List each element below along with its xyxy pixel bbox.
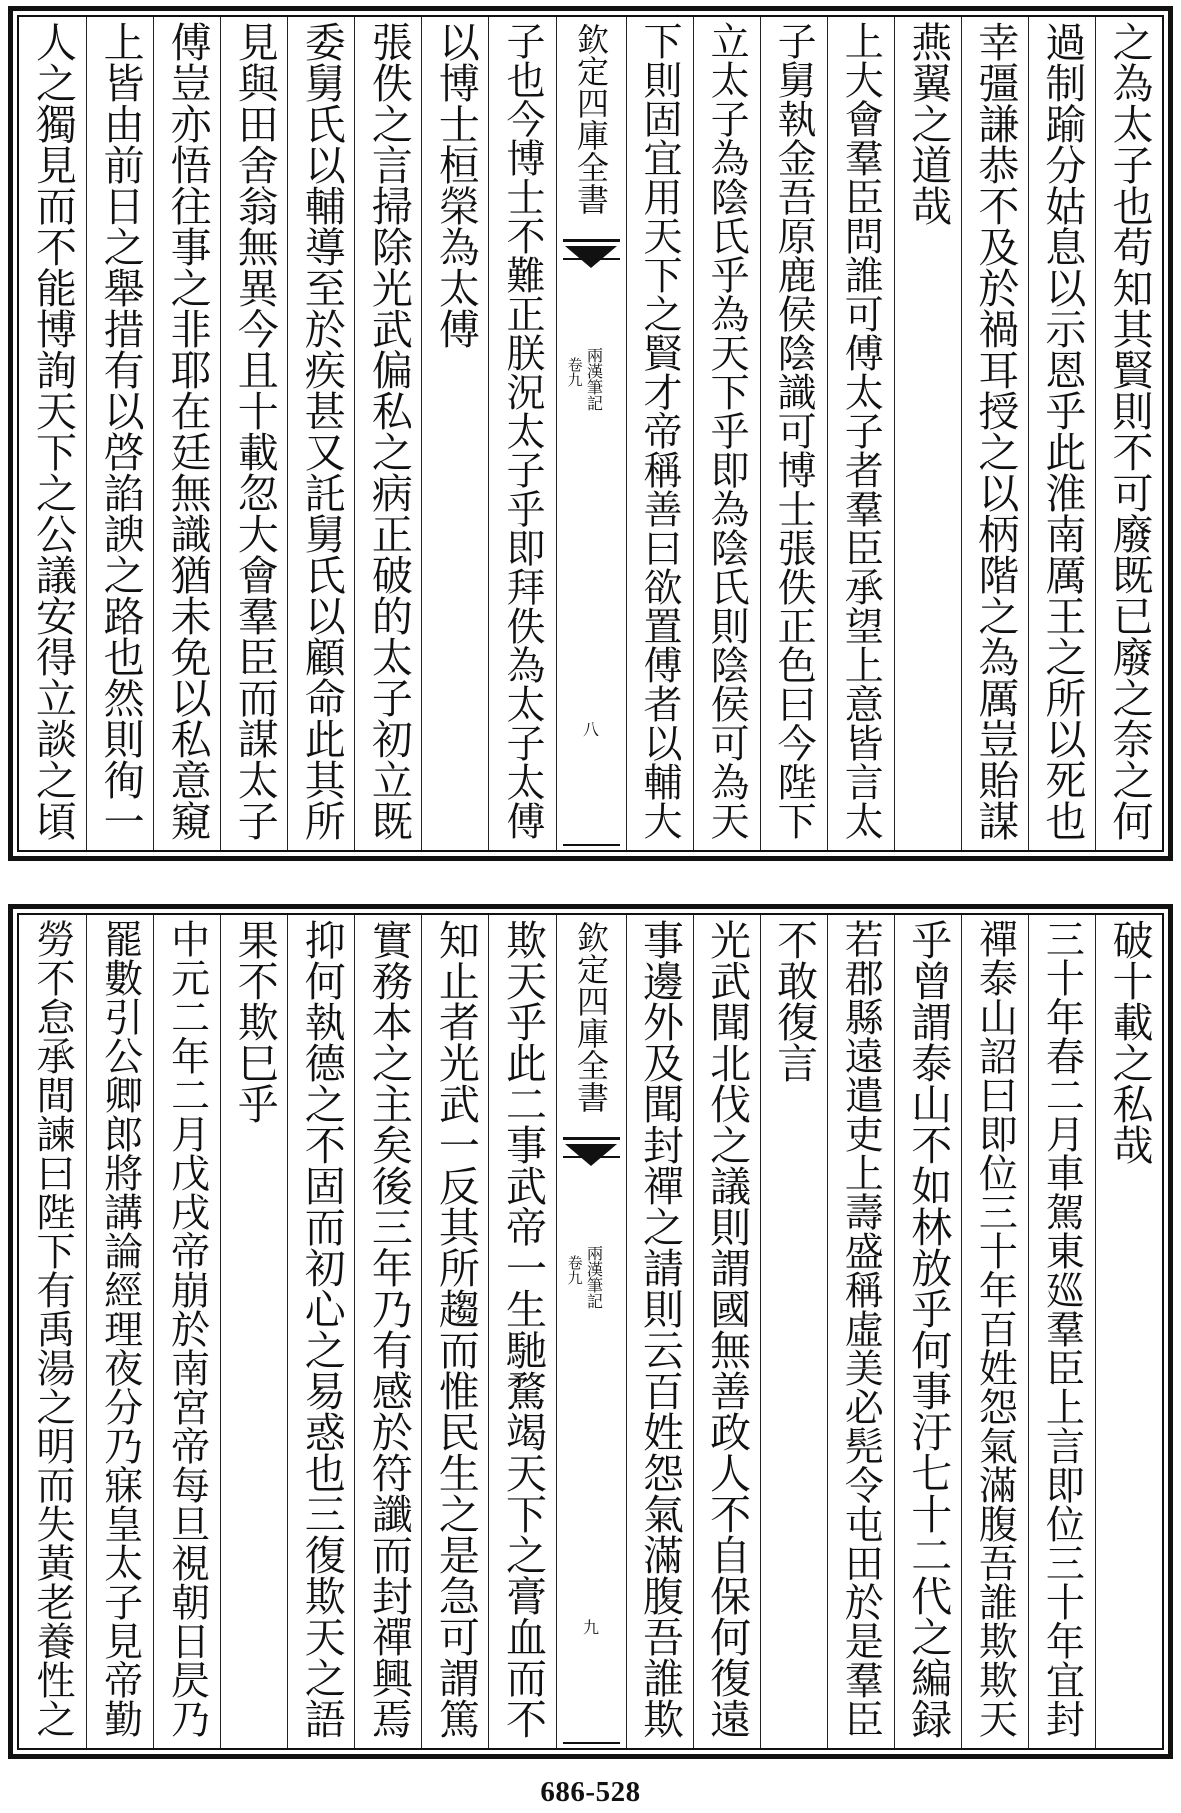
text-column — [961, 17, 1028, 850]
bottom-page — [8, 904, 1173, 1759]
text-column — [894, 915, 961, 1748]
fishtail-mark — [563, 239, 620, 310]
text-column — [19, 915, 86, 1748]
column-text: 禪泰山詔曰即位三十年百姓怨氣滿腹吾誰欺欺天 — [972, 919, 1018, 1738]
column-text: 人之獨見而不能博詢天下之公議安得立談之頃 — [29, 21, 78, 841]
column-text: 張佚之言掃除光武偏私之病正破的太子初立既 — [364, 21, 413, 841]
top-page — [8, 6, 1173, 861]
text-column — [354, 17, 421, 850]
column-text: 抑何執德之不固而初心之易惑也三復欺天之語 — [297, 919, 346, 1739]
column-text: 中元二年二月戊戌帝崩於南宮帝每旦視朝日昃乃 — [164, 919, 210, 1738]
volume-label: 卷九 — [565, 357, 584, 387]
center-title: 欽定四庫全書 — [572, 921, 610, 1113]
column-text: 過制踰分姑息以示恩乎此淮南厲王之所以死也 — [1038, 21, 1087, 841]
column-text: 幸彊謙恭不及於禍耳授之以柄階之為厲豈貽謀 — [971, 21, 1020, 841]
column-text: 若郡縣遠遣吏上壽盛稱虛美必髡令屯田於是羣臣 — [838, 919, 884, 1738]
column-text: 光武聞北伐之議則謂國無善政人不自保何復遠 — [703, 919, 752, 1739]
column-area — [19, 17, 1162, 850]
text-column — [153, 17, 220, 850]
column-text: 子也今博士不難正朕況太子乎即拜佚為太子太傅 — [499, 21, 545, 840]
fishtail-mark — [563, 1137, 620, 1208]
column-text: 上大會羣臣問誰可傅太子者羣臣承望上意皆言太 — [838, 21, 884, 840]
text-column — [1028, 915, 1095, 1748]
folio-number: 九 — [582, 1618, 600, 1637]
column-text: 見與田舍翁無異今且十載忽大會羣臣而謀太子 — [230, 21, 279, 841]
text-column — [153, 915, 220, 1748]
text-column — [626, 17, 693, 850]
column-text: 勞不怠承間諫曰陛下有禹湯之明而失黃老養性之 — [30, 919, 76, 1738]
column-text: 實務本之主矣後三年乃有感於符讖而封禪興焉 — [364, 919, 413, 1739]
text-column — [760, 915, 827, 1748]
column-text: 傅豈亦悟往事之非耶在廷無識猶未免以私意窺 — [163, 21, 212, 841]
column-area — [19, 915, 1162, 1748]
center-fold-column — [556, 17, 626, 850]
text-column — [287, 17, 354, 850]
folio-number: 八 — [582, 720, 600, 739]
column-text: 欺天乎此二事武帝一生馳騖竭天下之膏血而不 — [498, 919, 547, 1739]
column-text: 以博士桓榮為太傅 — [431, 21, 480, 349]
text-column — [86, 17, 153, 850]
text-column — [488, 915, 555, 1748]
text-column — [488, 17, 555, 850]
column-text: 不敢復言 — [770, 919, 819, 1083]
text-column — [1028, 17, 1095, 850]
column-text: 子舅執金吾原鹿侯陰識可博士張佚正色曰今陛下 — [771, 21, 817, 840]
text-column — [760, 17, 827, 850]
center-title: 欽定四庫全書 — [572, 23, 610, 215]
text-column — [693, 17, 760, 850]
text-column — [1095, 915, 1162, 1748]
text-column — [961, 915, 1028, 1748]
center-fold-column — [556, 915, 626, 1748]
text-column — [354, 915, 421, 1748]
column-text: 罷數引公卿郎將講論經理夜分乃寐皇太子見帝勤 — [97, 919, 143, 1738]
book-title: 兩漢筆記 — [584, 347, 604, 411]
text-column — [827, 17, 894, 850]
column-text: 破十載之私哉 — [1105, 919, 1154, 1165]
text-column — [421, 17, 488, 850]
plate-number: 686-528 — [540, 1776, 641, 1808]
column-text: 上皆由前日之舉措有以啓諂諛之路也然則徇一 — [96, 21, 145, 841]
text-column — [19, 17, 86, 850]
column-text: 燕翼之道哉 — [904, 21, 953, 226]
column-text: 乎曾謂泰山不如林放乎何事汙七十二代之編録 — [904, 919, 953, 1739]
text-column — [693, 915, 760, 1748]
bottom-rule — [563, 844, 620, 846]
text-column — [220, 915, 287, 1748]
text-column — [894, 17, 961, 850]
book-title: 兩漢筆記 — [584, 1245, 604, 1309]
volume-label: 卷九 — [565, 1255, 584, 1285]
bottom-rule — [563, 1742, 620, 1744]
column-text: 知止者光武一反其所趨而惟民生之是急可謂篤 — [431, 919, 480, 1739]
column-text: 果不欺巳乎 — [230, 919, 279, 1124]
text-column — [287, 915, 354, 1748]
text-column — [86, 915, 153, 1748]
column-text: 下則固宜用天下之賢才帝稱善曰欲置傅者以輔大 — [637, 21, 683, 840]
text-column — [1095, 17, 1162, 850]
column-text: 立太子為陰氏乎為天下乎即為陰氏則陰侯可為天 — [704, 21, 750, 840]
text-column — [827, 915, 894, 1748]
column-text: 委舅氏以輔導至於疾甚又託舅氏以顧命此其所 — [297, 21, 346, 841]
column-text: 之為太子也苟知其賢則不可廢既已廢之奈之何 — [1105, 21, 1154, 841]
text-column — [220, 17, 287, 850]
text-column — [421, 915, 488, 1748]
text-column — [626, 915, 693, 1748]
column-text: 三十年春二月車駕東廵羣臣上言即位三十年宜封 — [1039, 919, 1085, 1738]
column-text: 事邊外及聞封禪之請則云百姓怨氣滿腹吾誰欺 — [636, 919, 685, 1739]
